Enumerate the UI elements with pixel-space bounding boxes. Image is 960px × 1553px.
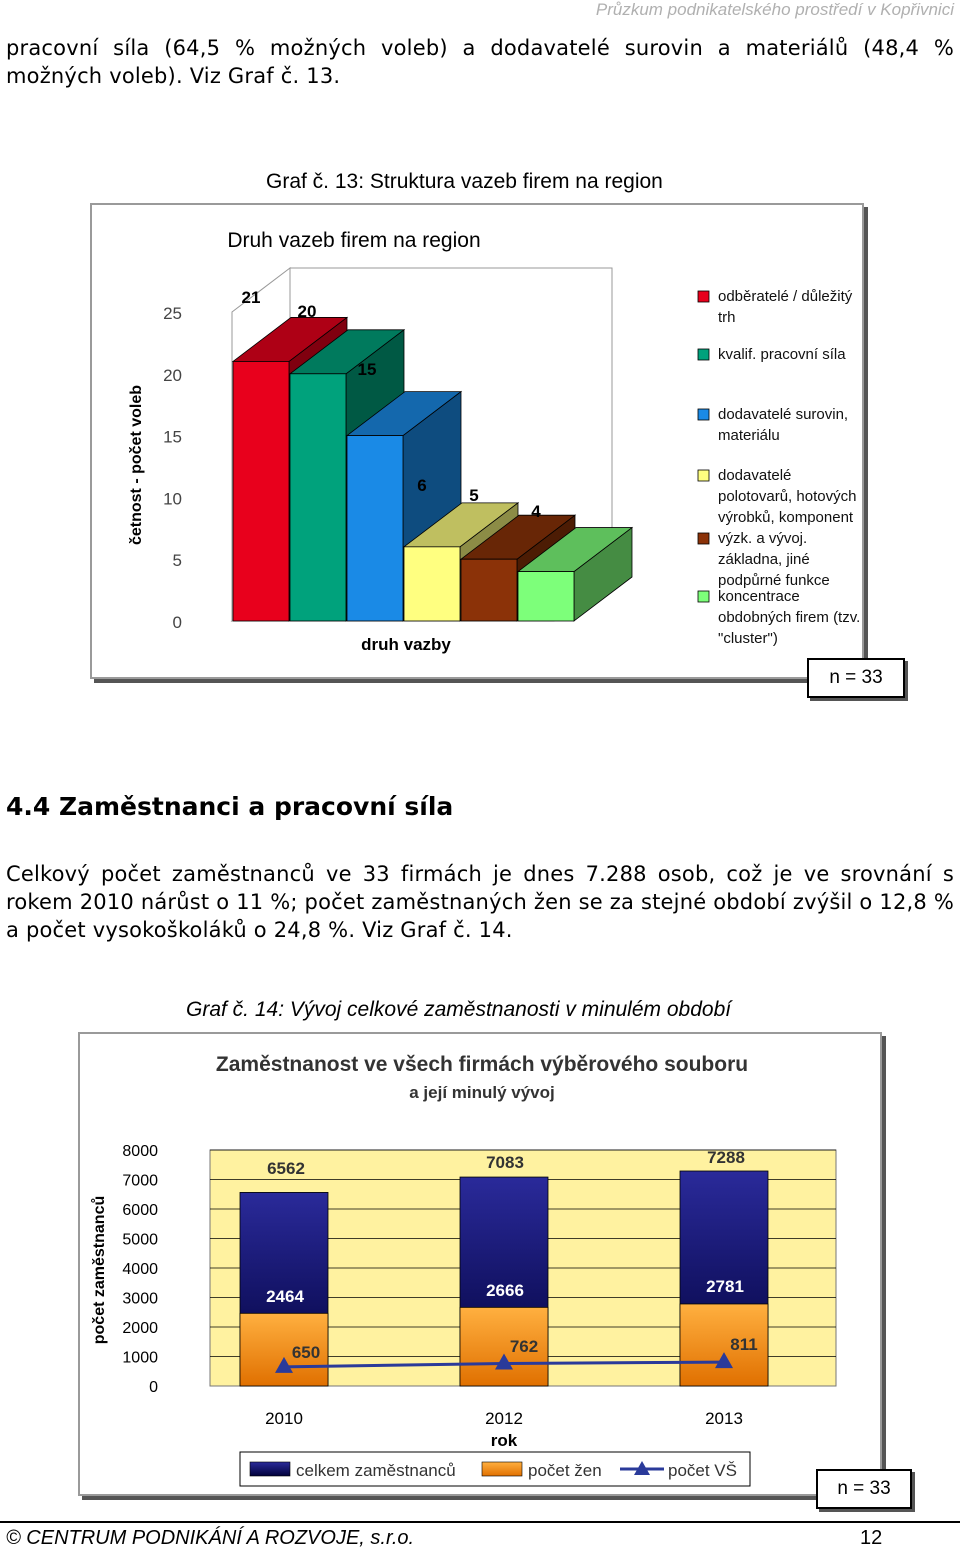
chart-13-legend-item bbox=[698, 467, 856, 526]
chart-13-bar-front bbox=[518, 572, 574, 621]
figure-13-n-label: n = 33 bbox=[807, 658, 905, 698]
footer-divider bbox=[0, 1521, 960, 1523]
chart-13-frame bbox=[90, 203, 864, 679]
chart-13-legend-label: dodavatelé polotovarů, hotových výrobků, komponent bbox=[718, 467, 857, 526]
figure-14-n-label: n = 33 bbox=[816, 1469, 912, 1509]
chart-14-y-tick: 7000 bbox=[122, 1172, 158, 1190]
chart-14-y-label: počet zaměstnanců bbox=[91, 1195, 108, 1345]
chart-14-label-women: 2781 bbox=[706, 1277, 744, 1296]
chart-13-legend-item bbox=[698, 346, 846, 363]
chart-13-legend-swatch bbox=[698, 591, 709, 602]
chart-14-label-women: 2464 bbox=[266, 1287, 304, 1306]
chart-14-x-label: rok bbox=[490, 1431, 518, 1450]
chart-13-bar-front bbox=[461, 559, 517, 621]
chart-14 bbox=[80, 1034, 880, 1494]
paragraph-1: pracovní síla (64,5 % možných voleb) a dodavatelé surovin a materiálů (48,4 % možných voleb). Viz Graf č. 13. bbox=[6, 36, 954, 88]
page-number: 12 bbox=[860, 1527, 883, 1549]
chart-13-title: Druh vazeb firem na region bbox=[227, 229, 481, 252]
chart-14-y-tick: 8000 bbox=[122, 1143, 158, 1160]
running-title: Průzkum podnikatelského prostředí v Kopřivnici bbox=[595, 0, 954, 19]
paragraph-2: Celkový počet zaměstnanců ve 33 firmách je dnes 7.288 osob, což je ve srovnání s rokem 2010 nárůst o 11 %; počet zaměstnaných žen se za stejné období zvýšil o 12,8 % a počet vysokoškoláků o 24,8 %. Viz Graf č. 14. bbox=[6, 862, 954, 942]
chart-13-y-label: četnost - počet voleb bbox=[128, 384, 145, 546]
chart-14-title: Zaměstnanost ve všech firmách výběrového souboru bbox=[215, 1053, 749, 1076]
chart-14-y-tick: 1000 bbox=[122, 1349, 158, 1367]
chart-13-y-tick: 25 bbox=[163, 304, 182, 323]
chart-14-label-total: 7288 bbox=[707, 1148, 745, 1167]
chart-13-y-tick: 10 bbox=[163, 489, 182, 509]
chart-14-label-vs: 811 bbox=[730, 1335, 758, 1354]
footer-company: © CENTRUM PODNIKÁNÍ A ROZVOJE, s.r.o. bbox=[6, 1527, 415, 1549]
chart-14-legend-label: celkem zaměstnanců bbox=[296, 1461, 456, 1480]
chart-14-y-tick: 6000 bbox=[122, 1202, 158, 1219]
chart-14-y-tick: 2000 bbox=[122, 1320, 158, 1337]
chart-13-y-tick: 15 bbox=[163, 427, 182, 447]
figure-13-caption: Graf č. 13: Struktura vazeb firem na region bbox=[266, 170, 663, 193]
chart-13-legend-label: výzk. a vývoj. základna, jiné podpůrné funkce bbox=[718, 530, 830, 589]
section-heading: 4.4 Zaměstnanci a pracovní síla bbox=[6, 792, 454, 821]
chart-13-y-tick: 5 bbox=[172, 551, 182, 571]
chart-14-frame bbox=[78, 1032, 882, 1496]
chart-13-legend-item bbox=[698, 406, 848, 444]
chart-14-x-tick: 2013 bbox=[705, 1409, 743, 1428]
chart-13-legend-swatch bbox=[698, 349, 709, 360]
chart-13-data-label: 6 bbox=[417, 476, 427, 495]
chart-13-legend-label: odběratelé / důležitý trh bbox=[718, 288, 853, 326]
figure-14-caption: Graf č. 14: Vývoj celkové zaměstnanosti v minulém období bbox=[186, 998, 732, 1021]
chart-14-x-tick: 2012 bbox=[485, 1409, 523, 1428]
chart-14-label-vs: 650 bbox=[291, 1343, 321, 1362]
chart-13-bar-front bbox=[233, 361, 289, 621]
chart-13-bar-front bbox=[404, 547, 460, 621]
chart-13-data-label: 21 bbox=[241, 288, 261, 307]
chart-14-legend-swatch bbox=[250, 1462, 290, 1476]
chart-14-legend-swatch bbox=[482, 1462, 522, 1476]
chart-14-legend-label: počet VŠ bbox=[668, 1461, 737, 1480]
chart-13-legend-item bbox=[698, 588, 860, 647]
chart-14-y-tick: 5000 bbox=[122, 1231, 158, 1249]
chart-14-legend-label: počet žen bbox=[528, 1461, 602, 1480]
chart-14-y-tick: 4000 bbox=[122, 1261, 158, 1278]
chart-13-y-tick: 0 bbox=[172, 613, 182, 632]
chart-13-legend-label: kvalif. pracovní síla bbox=[718, 346, 846, 363]
chart-13-legend-item bbox=[698, 288, 853, 326]
chart-13-legend-swatch bbox=[698, 533, 709, 544]
chart-14-label-total: 6562 bbox=[267, 1159, 305, 1178]
chart-13-legend-label: dodavatelé surovin, materiálu bbox=[718, 406, 849, 444]
chart-14-y-tick: 0 bbox=[149, 1379, 158, 1396]
chart-13 bbox=[92, 205, 862, 677]
chart-13-data-label: 4 bbox=[531, 502, 541, 521]
chart-14-x-tick: 2010 bbox=[265, 1409, 303, 1428]
chart-14-legend bbox=[240, 1452, 750, 1486]
chart-14-label-vs: 762 bbox=[509, 1337, 539, 1356]
chart-13-legend-swatch bbox=[698, 291, 709, 302]
chart-14-label-women: 2666 bbox=[486, 1281, 524, 1300]
chart-13-data-label: 5 bbox=[469, 486, 479, 505]
chart-14-subtitle: a její minulý vývoj bbox=[409, 1083, 555, 1102]
chart-13-legend-item bbox=[698, 530, 830, 589]
chart-13-legend-label: koncentrace obdobných firem (tzv. "cluster") bbox=[718, 588, 861, 647]
chart-13-x-label: druh vazby bbox=[361, 635, 451, 654]
chart-13-legend-swatch bbox=[698, 409, 709, 420]
chart-13-data-label: 15 bbox=[357, 360, 377, 379]
chart-13-y-tick: 20 bbox=[163, 365, 182, 385]
chart-13-bar-front bbox=[347, 436, 403, 621]
chart-14-label-total: 7083 bbox=[486, 1153, 524, 1172]
chart-13-legend-swatch bbox=[698, 470, 709, 481]
chart-14-y-tick: 3000 bbox=[122, 1290, 158, 1308]
chart-13-bar-front bbox=[290, 374, 346, 621]
chart-13-data-label: 20 bbox=[297, 302, 317, 321]
